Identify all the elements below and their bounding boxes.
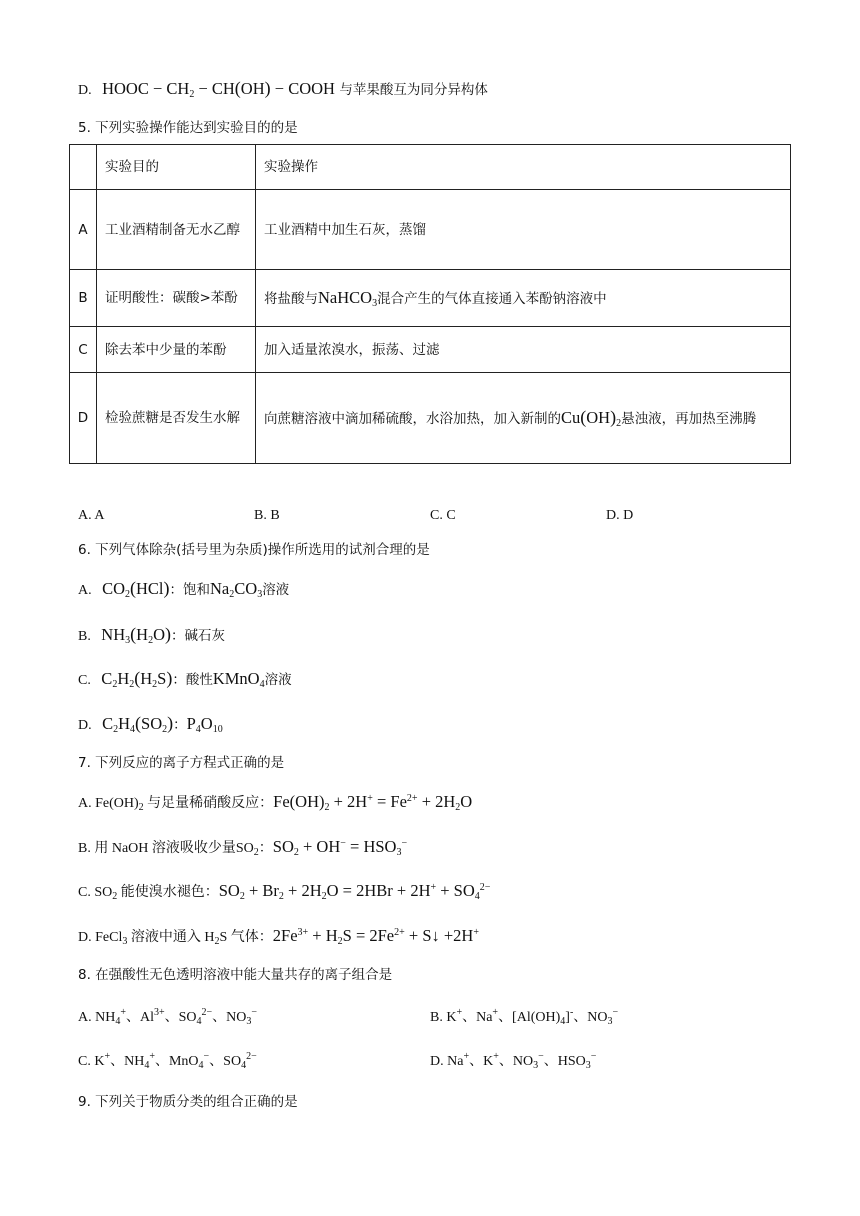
q5-stem: 5. 下列实验操作能达到实验目的的是 — [78, 120, 298, 136]
row-goal: 检验蔗糖是否发生水解 — [97, 373, 256, 464]
option-equation: $2Fe^{3+} + H_2S = 2Fe^{2+}$ + S↓ +2H+ — [272, 926, 479, 947]
option-equation: $SO_2 + Br_2 + 2H_2O = 2HBr + 2H^+ + SO_4^{2-}$ — [218, 881, 491, 902]
option-sep: ： — [173, 717, 187, 733]
option-sep: ：碱石灰 — [170, 628, 225, 644]
option-formula: $C_2H_2(H_2S)$ — [101, 668, 173, 690]
row-op-text-post: 混合产生的气体直接通入苯酚钠溶液中 — [377, 290, 607, 307]
row-op-formula: $Cu(OH)_2$ — [561, 407, 622, 429]
q7-option — [78, 792, 472, 814]
option-post: 溶液 — [262, 582, 290, 598]
option-prefix: D. FeCl$_3$ 溶液中通入 $H_2S$ 气体： — [78, 930, 273, 947]
q6-option — [78, 578, 289, 601]
q5-table — [69, 144, 791, 464]
option-label: D. — [78, 718, 92, 733]
row-op: 加入适量浓溴水，振荡、过滤 — [256, 327, 791, 373]
q8-option-c: C. K+、$NH_4^+$、MnO$_4$−、$SO_4^{2-}$ — [78, 1051, 257, 1071]
table-header-row — [70, 145, 791, 190]
q8-option-d: D. Na+、K+、$NO_3^-$、$HSO_3^-$ — [430, 1051, 597, 1071]
table-row — [70, 190, 791, 270]
option-equation: $Fe(OH)_2 + 2H^+ = Fe^{2+} + 2H_2O$ — [273, 792, 473, 813]
q7-option — [78, 881, 490, 903]
row-label: C — [70, 327, 97, 373]
q7-stem: 7. 下列反应的离子方程式正确的是 — [78, 755, 285, 771]
row-op — [256, 373, 791, 464]
option-post: 溶液 — [264, 672, 292, 688]
table-header-op: 实验操作 — [256, 145, 791, 190]
option-prefix: A. $Fe(OH)_2$ 与足量稀硝酸反应： — [78, 796, 274, 813]
option-sep: ：饱和 — [169, 582, 211, 598]
row-goal: 除去苯中少量的苯酚 — [97, 327, 256, 373]
q4-option-d — [78, 78, 488, 101]
row-label: D — [70, 373, 97, 464]
row-label: B — [70, 270, 97, 327]
table-header-goal: 实验目的 — [97, 145, 256, 190]
q8-stem: 8. 在强酸性无色透明溶液中能大量共存的离子组合是 — [78, 967, 393, 983]
q5-option-b: B. B — [254, 508, 280, 523]
option-formula: $CO_2(HCl)$ — [102, 578, 170, 600]
row-op: 工业酒精中加生石灰，蒸馏 — [256, 190, 791, 270]
row-goal: 证明酸性：碳酸>苯酚 — [97, 270, 256, 327]
q6-option — [78, 624, 225, 647]
q5-option-d: D. D — [606, 508, 634, 523]
row-op-text: 将盐酸与 — [264, 290, 318, 307]
q8-option-a: A. $NH_4^+$、$Al^{3+}$、$SO_4^{2-}$、$NO_3^-$ — [78, 1007, 258, 1027]
option-reagent: $P_4O_{10}$ — [186, 714, 223, 735]
q7-option — [78, 837, 407, 859]
q5-option-a: A. A — [78, 508, 105, 523]
row-op — [256, 270, 791, 327]
option-reagent: KMnO$_4$ — [212, 669, 265, 690]
option-prefix: C. $SO_2$ 能使溴水褪色： — [78, 885, 219, 902]
q6-stem: 6. 下列气体除杂(括号里为杂质)操作所选用的试剂合理的是 — [78, 542, 430, 558]
q7-option — [78, 926, 479, 948]
table-header-blank — [70, 145, 97, 190]
q8-option-b: B. K+、Na+、$[Al(OH)_4]^-$、$NO_3^-$ — [430, 1007, 619, 1027]
q6-option — [78, 668, 292, 691]
table-row — [70, 373, 791, 464]
q4-option-d-formula: HOOC − $CH_2 - CH(OH)$ − COOH — [102, 78, 335, 100]
option-equation: $SO_2 + OH^- = HSO_3^-$ — [272, 837, 408, 858]
option-formula: $NH_3(H_2O)$ — [101, 624, 171, 646]
table-row — [70, 327, 791, 373]
option-label: C. — [78, 673, 91, 688]
row-label: A — [70, 190, 97, 270]
table-row — [70, 270, 791, 327]
q9-stem: 9. 下列关于物质分类的组合正确的是 — [78, 1094, 298, 1110]
q5-option-c: C. C — [430, 508, 456, 523]
option-prefix: B. 用 NaOH 溶液吸收少量$SO_2$： — [78, 841, 273, 858]
row-op-formula: NaHCO$_3$ — [318, 287, 378, 309]
option-formula: $C_2H_4(SO_2)$ — [102, 713, 174, 735]
q4-option-d-text: 与苹果酸互为同分异构体 — [339, 82, 488, 98]
option-reagent: $Na_2CO_3$ — [210, 579, 263, 600]
option-label: B. — [78, 629, 91, 644]
option-label: A. — [78, 583, 92, 598]
row-goal: 工业酒精制备无水乙醇 — [97, 190, 256, 270]
q4-option-d-label: D. — [78, 83, 92, 98]
q6-option — [78, 713, 223, 736]
row-op-text-post: 悬浊液，再加热至沸腾 — [621, 411, 757, 427]
row-op-text: 向蔗糖溶液中滴加稀硫酸，水浴加热，加入新制的 — [264, 411, 561, 427]
option-sep: ：酸性 — [172, 672, 213, 688]
